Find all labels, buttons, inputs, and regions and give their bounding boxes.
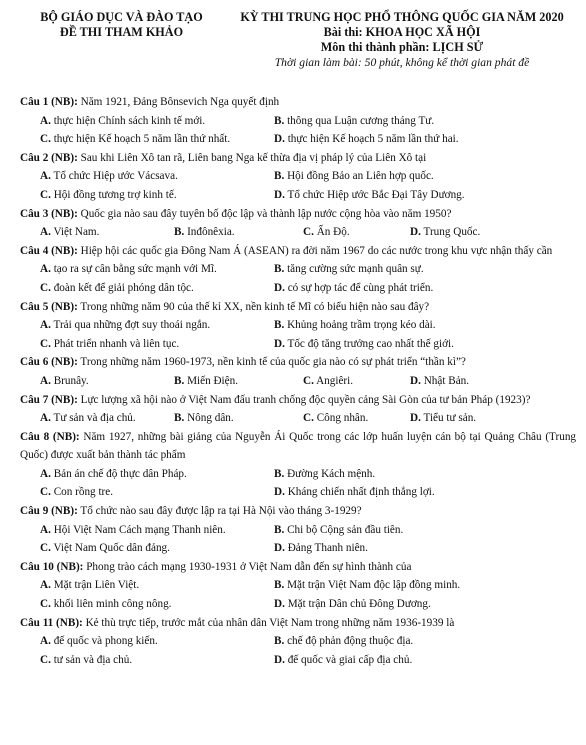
- question-text: Năm 1927, những bài giảng của Nguyễn Ái Quốc trong các lớp huấn luyện cán bộ tại Quảng Châu (Trung Quốc) được xuất bản thành tác phẩm: [20, 430, 577, 462]
- answer-option: [410, 409, 518, 428]
- option-text: Đảng Thanh niên.: [287, 542, 368, 555]
- options-row: [20, 632, 576, 651]
- question-7: [20, 391, 576, 428]
- option-letter: D.: [274, 653, 285, 666]
- option-text: Miến Điện.: [187, 374, 239, 387]
- answer-option: [40, 539, 274, 558]
- header-right: [228, 10, 576, 70]
- answer-option: [303, 372, 410, 391]
- question-number: Câu 9 (NB):: [20, 505, 78, 518]
- options-row: [20, 539, 576, 558]
- option-text: Tổ chức Hiệp ước Bắc Đại Tây Dương.: [287, 188, 465, 201]
- option-letter: C.: [40, 598, 51, 611]
- option-text: Kháng chiến nhất định thắng lợi.: [287, 486, 435, 499]
- option-letter: B.: [274, 579, 285, 592]
- exam-title: KỲ THI TRUNG HỌC PHỔ THÔNG QUỐC GIA NĂM 2020: [240, 10, 564, 24]
- question-stem: [20, 614, 576, 633]
- answer-option: [40, 409, 174, 428]
- header-left: [14, 10, 229, 40]
- options-row: [20, 186, 576, 205]
- answer-option: [40, 186, 274, 205]
- option-letter: D.: [274, 486, 285, 499]
- answer-option: [410, 223, 518, 242]
- question-1: [20, 93, 576, 149]
- options-row: [20, 130, 576, 149]
- option-letter: D.: [410, 226, 421, 239]
- option-text: khối liên minh công nông.: [53, 598, 172, 611]
- option-letter: A.: [40, 226, 51, 239]
- options-row: [20, 521, 576, 540]
- subject-line: Môn thi thành phần: LỊCH SỬ: [320, 40, 484, 54]
- question-number: Câu 7 (NB):: [20, 393, 78, 406]
- options-row: [20, 335, 576, 354]
- option-text: Khủng hoảng trầm trọng kéo dài.: [287, 319, 436, 332]
- option-letter: A.: [40, 114, 51, 127]
- option-letter: B.: [274, 170, 285, 183]
- answer-option: [274, 167, 508, 186]
- question-number: Câu 2 (NB):: [20, 151, 78, 164]
- option-text: Đường Kách mệnh.: [287, 467, 376, 480]
- answer-option: [40, 465, 274, 484]
- question-stem: [20, 149, 576, 168]
- option-letter: B.: [174, 374, 185, 387]
- question-number: Câu 5 (NB):: [20, 300, 78, 313]
- option-letter: C.: [40, 653, 51, 666]
- options-row: [20, 316, 576, 335]
- option-letter: C.: [303, 226, 314, 239]
- option-letter: D.: [274, 188, 285, 201]
- option-text: đoàn kết để giải phóng dân tộc.: [53, 281, 194, 294]
- answer-option: [274, 539, 508, 558]
- option-text: Brunây.: [53, 374, 89, 387]
- option-letter: C.: [40, 337, 51, 350]
- ministry-name: BỘ GIÁO DỤC VÀ ĐÀO TẠO: [40, 10, 203, 24]
- question-text: Hiệp hội các quốc gia Đông Nam Á (ASEAN) ra đời năm 1967 do các nước trong khu vực nhận thấy cần: [80, 244, 553, 257]
- answer-option: [40, 316, 274, 335]
- question-number: Câu 4 (NB):: [20, 244, 78, 257]
- option-text: Việt Nam Quốc dân đảng.: [53, 542, 170, 555]
- question-number: Câu 11 (NB):: [20, 616, 83, 629]
- option-text: Trung Quốc.: [423, 226, 481, 239]
- option-text: Mặt trận Liên Việt.: [53, 579, 140, 592]
- answer-option: [40, 651, 274, 670]
- option-text: thực hiện Kế hoạch 5 năm lần thứ hai.: [287, 133, 459, 146]
- option-text: Chi bộ Cộng sản đầu tiên.: [287, 523, 404, 536]
- option-letter: A.: [40, 170, 51, 183]
- option-letter: B.: [174, 412, 185, 425]
- option-text: có sự hợp tác để cùng phát triển.: [287, 281, 434, 294]
- answer-option: [40, 521, 274, 540]
- question-text: Kẻ thù trực tiếp, trước mắt của nhân dân Việt Nam trong những năm 1936-1939 là: [85, 616, 455, 629]
- answer-option: [40, 372, 174, 391]
- answer-option: [174, 409, 303, 428]
- question-stem: [20, 558, 576, 577]
- options-row: [20, 260, 576, 279]
- answer-option: [40, 632, 274, 651]
- answer-option: [174, 372, 303, 391]
- option-text: thực hiện Kế hoạch 5 năm lần thứ nhất.: [53, 133, 231, 146]
- option-text: Con rồng tre.: [53, 486, 114, 499]
- option-text: Trải qua những đợt suy thoái ngắn.: [53, 319, 211, 332]
- option-text: Nông dân.: [187, 412, 234, 425]
- options-row: [20, 223, 576, 242]
- option-letter: B.: [274, 319, 285, 332]
- answer-option: [40, 279, 274, 298]
- option-text: thực hiện Chính sách kinh tế mới.: [53, 114, 206, 127]
- option-letter: D.: [274, 337, 285, 350]
- options-row: [20, 112, 576, 131]
- answer-option: [274, 112, 508, 131]
- options-row: [20, 167, 576, 186]
- option-letter: C.: [40, 188, 51, 201]
- option-letter: C.: [40, 281, 51, 294]
- option-text: Hội đồng tương trợ kinh tế.: [53, 188, 177, 201]
- option-letter: A.: [40, 467, 51, 480]
- question-text: Quốc gia nào sau đây tuyên bố độc lập và thành lập nước cộng hòa vào năm 1950?: [80, 207, 452, 220]
- question-stem: [20, 205, 576, 224]
- option-text: thông qua Luận cương tháng Tư.: [287, 114, 435, 127]
- answer-option: [274, 632, 508, 651]
- option-letter: B.: [174, 226, 185, 239]
- option-text: đế quốc và phong kiến.: [53, 635, 158, 648]
- option-letter: D.: [274, 133, 285, 146]
- answer-option: [40, 167, 274, 186]
- question-4: [20, 242, 576, 298]
- options-row: [20, 279, 576, 298]
- option-letter: B.: [274, 523, 285, 536]
- options-row: [20, 576, 576, 595]
- answer-option: [303, 409, 410, 428]
- answer-option: [274, 316, 508, 335]
- options-row: [20, 595, 576, 614]
- answer-option: [40, 130, 274, 149]
- option-text: Tổ chức Hiệp ước Vácsava.: [53, 170, 178, 183]
- option-letter: A.: [40, 263, 51, 276]
- option-text: Inđônêxia.: [187, 226, 235, 239]
- question-stem: [20, 298, 576, 317]
- question-3: [20, 205, 576, 242]
- option-text: đế quốc và giai cấp địa chủ.: [287, 653, 413, 666]
- option-letter: A.: [40, 374, 51, 387]
- option-text: Hội Việt Nam Cách mạng Thanh niên.: [53, 523, 226, 536]
- question-6: [20, 353, 576, 390]
- option-letter: B.: [274, 263, 285, 276]
- option-letter: D.: [410, 374, 421, 387]
- question-number: Câu 10 (NB):: [20, 560, 84, 573]
- answer-option: [274, 279, 508, 298]
- answer-option: [40, 335, 274, 354]
- answer-option: [274, 186, 508, 205]
- option-letter: C.: [40, 486, 51, 499]
- question-5: [20, 298, 576, 354]
- option-letter: A.: [40, 412, 51, 425]
- question-8: [20, 428, 576, 502]
- answer-option: [274, 651, 508, 670]
- question-stem: [20, 242, 576, 261]
- option-text: Angiêri.: [316, 374, 354, 387]
- answer-option: [174, 223, 303, 242]
- answer-option: [274, 335, 508, 354]
- option-letter: C.: [40, 542, 51, 555]
- exam-part: Bài thi: KHOA HỌC XÃ HỘI: [323, 25, 481, 39]
- answer-option: [40, 112, 274, 131]
- option-text: Phát triển nhanh và liên tục.: [53, 337, 180, 350]
- question-number: Câu 3 (NB):: [20, 207, 78, 220]
- question-11: [20, 614, 576, 670]
- option-letter: C.: [40, 133, 51, 146]
- option-text: Tốc độ tăng trưởng cao nhất thế giới.: [287, 337, 454, 350]
- answer-option: [40, 483, 274, 502]
- answer-option: [274, 260, 508, 279]
- question-stem: [20, 502, 576, 521]
- question-list: [20, 93, 576, 669]
- option-text: tư sản và địa chủ.: [53, 653, 133, 666]
- options-row: [20, 483, 576, 502]
- answer-option: [410, 372, 518, 391]
- answer-option: [274, 465, 508, 484]
- question-text: Trong những năm 90 của thế kỉ XX, nền kinh tế Mĩ có biểu hiện nào sau đây?: [80, 300, 430, 313]
- option-text: Mặt trận Việt Nam độc lập đồng minh.: [287, 579, 461, 592]
- answer-option: [274, 576, 508, 595]
- option-text: Nhật Bản.: [423, 374, 470, 387]
- option-text: Công nhân.: [316, 412, 369, 425]
- option-letter: C.: [303, 412, 314, 425]
- options-row: [20, 465, 576, 484]
- option-letter: B.: [274, 467, 285, 480]
- option-text: Hội đồng Bảo an Liên hợp quốc.: [287, 170, 434, 183]
- answer-option: [274, 130, 508, 149]
- question-text: Sau khi Liên Xô tan rã, Liên bang Nga kế thừa địa vị pháp lý của Liên Xô tại: [80, 151, 427, 164]
- question-text: Tổ chức nào sau đây được lập ra tại Hà Nội vào tháng 3-1929?: [80, 505, 362, 518]
- option-text: Ấn Độ.: [316, 226, 350, 239]
- question-text: Trong những năm 1960-1973, nền kinh tế của quốc gia nào có sự phát triển “thần kì”?: [80, 356, 466, 369]
- option-text: tạo ra sự cân bằng sức mạnh với Mĩ.: [53, 263, 217, 276]
- question-number: Câu 1 (NB):: [20, 96, 78, 108]
- question-stem: [20, 391, 576, 410]
- question-10: [20, 558, 576, 614]
- option-text: Việt Nam.: [53, 226, 100, 239]
- options-row: [20, 409, 576, 428]
- question-text: Lực lượng xã hội nào ở Việt Nam đấu tranh chống độc quyền cảng Sài Gòn của tư bản Pháp (1923)?: [80, 393, 531, 406]
- option-letter: D.: [274, 598, 285, 611]
- answer-option: [274, 595, 508, 614]
- option-letter: B.: [274, 635, 285, 648]
- question-stem: [20, 353, 576, 372]
- options-row: [20, 372, 576, 391]
- option-text: tăng cường sức mạnh quân sự.: [287, 263, 424, 276]
- options-row: [20, 651, 576, 670]
- answer-option: [40, 223, 174, 242]
- question-text: Phong trào cách mạng 1930-1931 ở Việt Nam dẫn đến sự hình thành của: [86, 560, 412, 573]
- option-letter: C.: [303, 374, 314, 387]
- question-9: [20, 502, 576, 558]
- option-letter: D.: [274, 281, 285, 294]
- question-stem: [20, 93, 576, 112]
- question-text: Năm 1921, Đảng Bônsevich Nga quyết định: [80, 96, 280, 108]
- option-text: Mặt trận Dân chủ Đông Dương.: [287, 598, 431, 611]
- answer-option: [274, 483, 508, 502]
- option-letter: D.: [274, 542, 285, 555]
- question-number: Câu 8 (NB):: [20, 430, 80, 443]
- question-2: [20, 149, 576, 205]
- option-letter: A.: [40, 635, 51, 648]
- option-text: Tư sản và địa chủ.: [53, 412, 136, 425]
- option-letter: A.: [40, 319, 51, 332]
- answer-option: [40, 260, 274, 279]
- time-note: Thời gian làm bài: 50 phút, không kể thời gian phát đề: [274, 56, 530, 69]
- option-text: chế độ phản động thuộc địa.: [287, 635, 414, 648]
- question-number: Câu 6 (NB):: [20, 356, 78, 369]
- option-letter: A.: [40, 523, 51, 536]
- answer-option: [40, 576, 274, 595]
- exam-header: [0, 10, 586, 80]
- option-text: Bản án chế độ thực dân Pháp.: [53, 467, 187, 480]
- document-type: ĐỀ THI THAM KHẢO: [59, 25, 184, 39]
- answer-option: [40, 595, 274, 614]
- option-letter: D.: [410, 412, 421, 425]
- option-letter: A.: [40, 579, 51, 592]
- answer-option: [303, 223, 410, 242]
- option-text: Tiểu tư sản.: [423, 412, 477, 425]
- question-stem: [20, 428, 576, 465]
- answer-option: [274, 521, 508, 540]
- option-letter: B.: [274, 114, 285, 127]
